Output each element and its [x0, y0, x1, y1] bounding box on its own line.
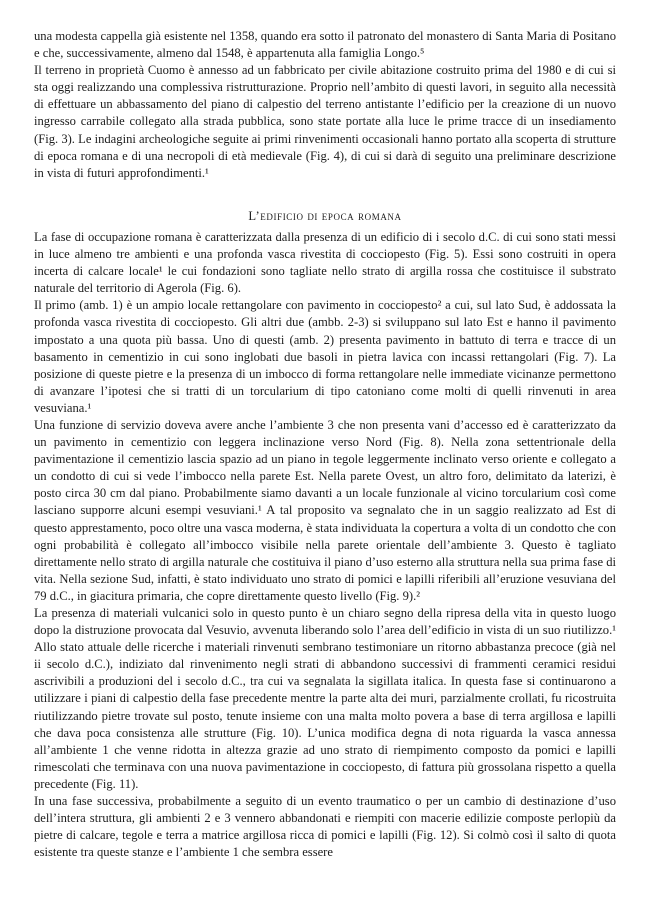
- section-heading: L’edificio di epoca romana: [248, 208, 402, 223]
- section-paragraph-1: La fase di occupazione romana è caratterizzata dalla presenza di un edificio di i secolo d.C. di cui sono stati messi in luce almeno tre ambienti e una profonda vasca rivestita di cocciopesto (Fig. 5). Essi sono costruiti in opera incerta di calcare locale¹ le cui fondazioni sono tagliate nello strato di argilla rossa che costituisce il substrato naturale del territorio di Agerola (Fig. 6).: [34, 229, 616, 296]
- intro-paragraph-1: una modesta cappella già esistente nel 1358, quando era sotto il patronato del monastero di Santa Maria di Positano e che, successivamente, almeno dal 1548, è appartenuta alla famiglia Longo.⁵: [34, 29, 616, 61]
- section-paragraph-3: Una funzione di servizio doveva avere anche l’ambiente 3 che non presenta vani d’accesso ed è caratterizzato da un pavimento in cementizio con leggera inclinazione verso Nord (Fig. 8). Nella zona settentrionale della pavimentazione il cementizio lascia spazio ad un piano in tegole leggermente inclinato verso oriente e collegato a un condotto di cui si vede l’imbocco nella parete Est. Nella parete Ovest, un altro foro, delimitato da laterizi, è posto circa 30 cm dal piano. Probabilmente siamo davanti a un locale funzionale al vicino torcularium così come lasciano supporre alcuni esempi vesuviani.¹ A tal proposito va segnalato che in un saggio realizzato ad Est di questo apprestamento, poco oltre una vasca moderna, è stata individuata la copertura a volta di un condotto che con ogni probabilità è collegato all’imbocco visibile nella parete orientale dell’ambiente 3. Questo è tagliato direttamente nello strato di argilla naturale che costituiva il piano d’uso esterno alla struttura nella sua prima fase di vita. Nella sezione Sud, infatti, è stato individuato uno strato di pomici e lapilli riferibili all’eruzione vesuviana del 79 d.C., in giacitura primaria, che copre direttamente questo livello (Fig. 9).²: [34, 417, 616, 603]
- section-paragraph-4: La presenza di materiali vulcanici solo in questo punto è un chiaro segno della ripresa della vita in questo luogo dopo la distruzione provocata dal Vesuvio, avvenuta liberando solo l’area dell’edificio in vista di un suo riutilizzo.¹ Allo stato attuale delle ricerche i materiali rinvenuti sembrano testimoniare un ritorno abbastanza precoce (già nel ii secolo d.C.), indiziato dal rinvenimento negli strati di abbandono successivi di frammenti ceramici residui ascrivibili a produzioni del i secolo d.C., tra cui va segnalata la sigillata italica. In questa fase si continuarono a utilizzare i piani di calpestio della fase precedente mentre la parte alta dei muri, parzialmente crollati, fu ricostruita riutilizzando pietre trovate sul posto, tenute insieme con una malta molto povera a base di terra argillosa e lapilli che dava poca consistenza alle strutture (Fig. 10). L’unica modifica degna di nota riguarda la vasca annessa all’ambiente 1 che venne ridotta in altezza grazie ad uno strato di riempimento composto da pomici e lapilli rimescolati che terminava con una nuova pavimentazione in cocciopesto, di fattura più grossolana rispetto a quella precedente (Fig. 11).: [34, 606, 616, 791]
- section-paragraph-5: In una fase successiva, probabilmente a seguito di un evento traumatico o per un cambio di destinazione d’uso dell’intera struttura, gli ambienti 2 e 3 vennero abbandonati e riempiti con macerie edilizie composte perlopiù da pietre di calcare, tegole e terra a matrice argillosa ricca di pomici e lapilli (Fig. 12). Si colmò così il salto di quota esistente tra queste stanze e l’ambiente 1 che sembra essere: [34, 794, 616, 860]
- article-page: [34, 28, 616, 861]
- section-paragraph-2: Il primo (amb. 1) è un ampio locale rettangolare con pavimento in cocciopesto² a cui, sul lato Sud, è addossata la profonda vasca rivestita di cocciopesto. Gli altri due (ambb. 2-3) si sviluppano sul lato Est e hanno il pavimento impostato a una quota più bassa. Uno di questi (amb. 2) presenta pavimento in battuto di terra e tracce di un basamento in cementizio in cui sono inglobati due basoli in pietra lavica con incassi rettangolari (Fig. 7). La posizione di queste pietre e la presenza di un imbocco di forma rettangolare nelle immediate vicinanze permettono di avanzare l’ipotesi che si tratti di un torcularium di tipo catoniano come molti di quelli rinvenuti in area vesuviana.¹: [34, 298, 616, 415]
- intro-paragraph-2: Il terreno in proprietà Cuomo è annesso ad un fabbricato per civile abitazione costruito prima del 1980 e di cui si sta oggi realizzando una complessiva ristrutturazione. Proprio nell’ambito di questi lavori, in seguito alla necessità di effettuare un abbassamento del piano di calpestio del terreno antistante l’edificio per la creazione di un nuovo ingresso carrabile collegato alla strada pubblica, sono state portate alla luce le prime tracce di un insediamento (Fig. 3). Le indagini archeologiche seguite ai primi rinvenimenti occasionali hanno portato alla scoperta di strutture di epoca romana e di una necropoli di età medievale (Fig. 4), di cui si darà di seguito una preliminare descrizione in vista di futuri approfondimenti.¹: [34, 63, 616, 180]
